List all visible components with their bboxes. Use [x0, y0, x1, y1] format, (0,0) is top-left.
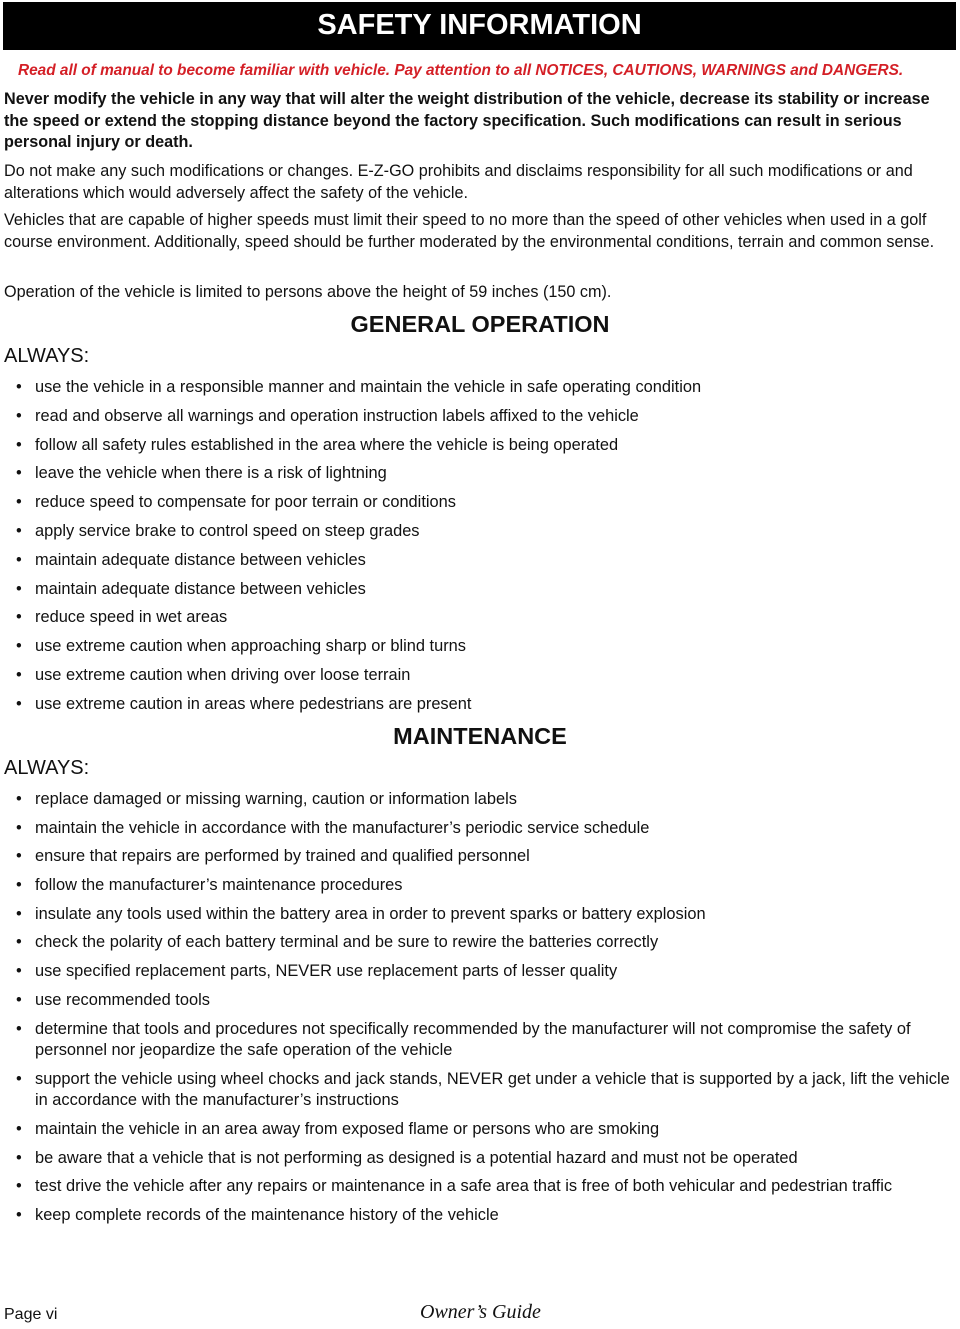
maintenance-rule-item-text: support the vehicle using wheel chocks and jack stands, NEVER get under a vehicle that is supported by a jack, lift the vehicle in accordance with the manufacturer’s instructions — [35, 1069, 950, 1110]
maintenance-rule-item — [0, 1019, 960, 1062]
operation-rule-item-text: use extreme caution in areas where pedestrians are present — [35, 694, 472, 713]
bullet-icon: • — [16, 790, 22, 808]
bullet-icon: • — [16, 1119, 22, 1138]
maintenance-rule-item — [0, 1069, 960, 1112]
operation-rule-item — [0, 636, 960, 658]
bullet-icon: • — [16, 962, 22, 981]
bullet-icon: • — [16, 378, 22, 396]
maintenance-always-label: ALWAYS: — [4, 757, 90, 779]
bullet-icon: • — [16, 1148, 22, 1167]
bullet-icon: • — [16, 406, 22, 425]
operation-rule-item-text: leave the vehicle when there is a risk of lightning — [35, 464, 387, 483]
maintenance-rule-item — [0, 1176, 960, 1198]
operation-rule-item — [0, 665, 960, 687]
maintenance-heading: MAINTENANCE — [393, 723, 567, 749]
operation-rule-item — [0, 521, 960, 543]
operation-rule-item-text: use extreme caution when driving over loose terrain — [35, 665, 411, 684]
maintenance-rule-item — [0, 1148, 960, 1170]
maintenance-rule-item — [0, 990, 960, 1012]
bullet-icon: • — [16, 876, 22, 895]
document-title-footer: Owner’s Guide — [420, 1301, 541, 1323]
maintenance-rule-item-text: insulate any tools used within the battery area in order to prevent sparks or battery explosion — [35, 904, 706, 923]
maintenance-rule-item — [0, 904, 960, 926]
maintenance-rule-item — [0, 932, 960, 954]
bullet-icon: • — [16, 493, 22, 512]
operation-rule-item-text: maintain adequate distance between vehicles — [35, 550, 366, 569]
modification-warning: Never modify the vehicle in any way that will alter the weight distribution of the vehicle, decrease its stability or increase the speed or extend the stopping distance beyond the factory specification. Such modifications can result in serious personal injury or death. — [4, 90, 930, 151]
general-operation-heading: GENERAL OPERATION — [350, 311, 610, 337]
maintenance-rule-item-text: test drive the vehicle after any repairs or maintenance in a safe area that is free of both vehicular and pedestrian traffic — [35, 1177, 893, 1196]
operation-rule-item-text: reduce speed to compensate for poor terrain or conditions — [35, 493, 456, 512]
maintenance-rule-item — [0, 1119, 960, 1141]
maintenance-rule-item-text: maintain the vehicle in accordance with the manufacturer’s periodic service schedule — [35, 818, 650, 837]
bullet-icon: • — [16, 990, 22, 1009]
maintenance-rule-item-text: maintain the vehicle in an area away from exposed flame or persons who are smoking — [35, 1119, 660, 1138]
maintenance-rule-item — [0, 875, 960, 897]
general-operation-list — [0, 377, 960, 723]
bullet-icon: • — [16, 579, 22, 598]
bullet-icon: • — [16, 904, 22, 923]
operation-rule-item-text: maintain adequate distance between vehicles — [35, 579, 366, 598]
operation-rule-item — [0, 579, 960, 601]
page-title-banner — [3, 2, 956, 50]
operation-rule-item-text: follow all safety rules established in the area where the vehicle is being operated — [35, 435, 619, 454]
bullet-icon: • — [16, 550, 22, 569]
bullet-icon: • — [16, 1205, 22, 1224]
operation-rule-item-text: use the vehicle in a responsible manner and maintain the vehicle in safe operating condition — [35, 378, 702, 396]
operation-rule-item — [0, 435, 960, 457]
maintenance-rule-item-text: keep complete records of the maintenance history of the vehicle — [35, 1205, 499, 1224]
maintenance-rule-item-text: follow the manufacturer’s maintenance procedures — [35, 876, 403, 895]
operation-rule-item — [0, 377, 960, 399]
height-requirement: Operation of the vehicle is limited to persons above the height of 59 inches (150 cm). — [4, 283, 612, 301]
maintenance-list — [0, 789, 960, 1234]
modification-disclaimer: Do not make any such modifications or changes. E-Z-GO prohibits and disclaims responsibility for all such modifications or and alterations which would adversely affect the safety of the vehicle. — [4, 162, 913, 202]
maintenance-rule-item — [0, 818, 960, 840]
maintenance-rule-item — [0, 961, 960, 983]
operation-rule-item — [0, 463, 960, 485]
maintenance-rule-item-text: determine that tools and procedures not specifically recommended by the manufacturer will not compromise the safety of personnel nor jeopardize the safe operation of the vehicle — [35, 1019, 911, 1059]
bullet-icon: • — [16, 1019, 22, 1038]
operation-rule-item-text: use extreme caution when approaching sharp or blind turns — [35, 637, 466, 656]
bullet-icon: • — [16, 1177, 22, 1196]
maintenance-rule-item-text: ensure that repairs are performed by trained and qualified personnel — [35, 847, 530, 866]
bullet-icon: • — [16, 608, 22, 627]
maintenance-rule-item-text: use recommended tools — [35, 990, 210, 1009]
maintenance-rule-item-text: replace damaged or missing warning, caution or information labels — [35, 790, 517, 808]
bullet-icon: • — [16, 847, 22, 866]
maintenance-rule-item-text: use specified replacement parts, NEVER use replacement parts of lesser quality — [35, 962, 618, 981]
bullet-icon: • — [16, 665, 22, 684]
bullet-icon: • — [16, 521, 22, 540]
bullet-icon: • — [16, 435, 22, 454]
read-manual-notice: Read all of manual to become familiar with vehicle. Pay attention to all NOTICES, CAUTIONS, WARNINGS and DANGERS. — [18, 62, 904, 79]
operation-rule-item — [0, 694, 960, 716]
bullet-icon: • — [16, 694, 22, 713]
maintenance-rule-item-text: be aware that a vehicle that is not performing as designed is a potential hazard and must not be operated — [35, 1148, 798, 1167]
operation-rule-item-text: reduce speed in wet areas — [35, 608, 228, 627]
maintenance-rule-item-text: check the polarity of each battery terminal and be sure to rewire the batteries correctly — [35, 933, 659, 952]
operation-rule-item — [0, 406, 960, 428]
maintenance-rule-item — [0, 846, 960, 868]
page-title: SAFETY INFORMATION — [317, 9, 642, 41]
operation-rule-item — [0, 607, 960, 629]
bullet-icon: • — [16, 1069, 22, 1088]
page-number: Page vi — [4, 1306, 58, 1323]
maintenance-rule-item — [0, 1205, 960, 1227]
operation-rule-item-text: read and observe all warnings and operation instruction labels affixed to the vehicle — [35, 406, 639, 425]
bullet-icon: • — [16, 818, 22, 837]
bullet-icon: • — [16, 933, 22, 952]
operation-rule-item — [0, 550, 960, 572]
bullet-icon: • — [16, 464, 22, 483]
maintenance-rule-item — [0, 789, 960, 811]
operation-rule-item-text: apply service brake to control speed on steep grades — [35, 521, 420, 540]
speed-limit-paragraph: Vehicles that are capable of higher speeds must limit their speed to no more than the speed of other vehicles when used in a golf course environment. Additionally, speed should be further moderated by the environmental conditions, terrain and common sense. — [4, 211, 935, 251]
operation-rule-item — [0, 492, 960, 514]
bullet-icon: • — [16, 637, 22, 656]
general-operation-always-label: ALWAYS: — [4, 345, 90, 367]
